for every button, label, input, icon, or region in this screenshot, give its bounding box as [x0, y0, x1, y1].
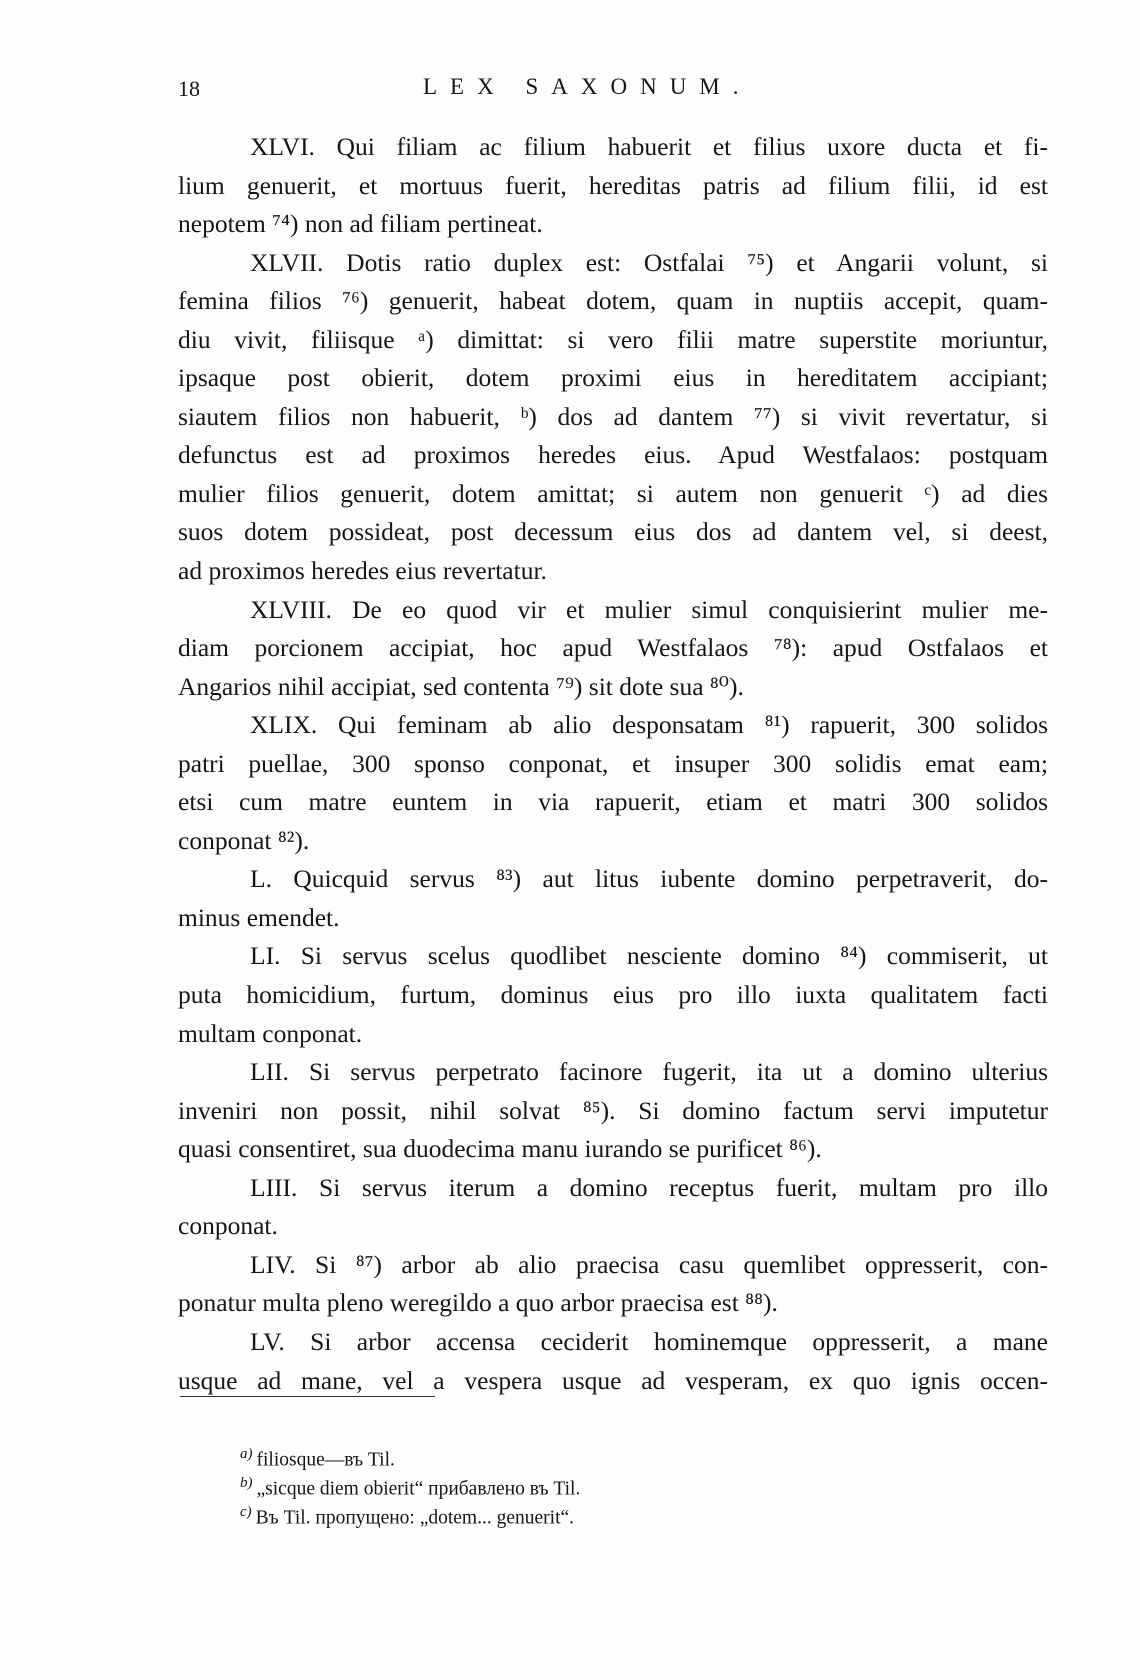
- text-line: XLVIII. De eo quod vir et mulier simul conquisierint mulier me-: [250, 594, 1048, 624]
- running-title: LEX SAXONUM.: [423, 74, 752, 99]
- text-line: quasi consentiret, sua duodecima manu iurando se purificet ⁸⁶).: [178, 1134, 822, 1164]
- text-line: inveniri non possit, nihil solvat ⁸⁵). Si domino factum servi imputetur: [178, 1095, 1048, 1125]
- footnote-mark: b): [240, 1475, 253, 1491]
- text-line: mulier filios genuerit, dotem amittat; si autem non genuerit ᶜ) ad dies: [178, 478, 1048, 508]
- text-line: Angarios nihil accipiat, sed contenta ⁷⁹) sit dote sua ⁸⁰).: [178, 671, 744, 701]
- footnote-divider: [180, 1396, 435, 1397]
- footnote: [240, 1469, 940, 1498]
- text-line: LII. Si servus perpetrato facinore fugerit, ita ut a domino ulterius: [250, 1057, 1048, 1087]
- text-line: minus emendet.: [178, 902, 340, 932]
- text-line: usque ad mane, vel a vespera usque ad vesperam, ex quo ignis occen-: [178, 1365, 1048, 1395]
- page-header: [178, 76, 1048, 116]
- text-line: LV. Si arbor accensa ceciderit hominemque oppresserit, a mane: [250, 1326, 1048, 1356]
- text-line: defunctus est ad proximos heredes eius. Apud Westfalaos: postquam: [178, 440, 1048, 470]
- page-number: 18: [178, 76, 200, 101]
- footnote: [240, 1440, 940, 1469]
- footnote-mark: c): [240, 1504, 252, 1520]
- footnotes: [240, 1440, 940, 1527]
- text-line: ad proximos heredes eius revertatur.: [178, 556, 547, 586]
- text-line: nepotem ⁷⁴) non ad filiam pertineat.: [178, 209, 543, 239]
- text-line: conponat ⁸²).: [178, 825, 310, 855]
- text-line: suos dotem possideat, post decessum eius dos ad dantem vel, si deest,: [178, 517, 1048, 547]
- footnote-text: Въ Til. пропущено: „dotem... genuerit“.: [255, 1507, 575, 1529]
- text-line: puta homicidium, furtum, dominus eius pro illo iuxta qualitatem facti: [178, 980, 1048, 1010]
- main-text: [178, 128, 1048, 1400]
- text-line: conponat.: [178, 1211, 278, 1241]
- text-line: XLVI. Qui filiam ac filium habuerit et filius uxore ducta et fi-: [250, 132, 1048, 161]
- text-line: siautem filios non habuerit, ᵇ) dos ad dantem ⁷⁷) si vivit revertatur, si: [178, 401, 1048, 431]
- footnote: [240, 1498, 940, 1527]
- text-line: diu vivit, filiisque ᵃ) dimittat: si vero filii matre superstite moriuntur,: [178, 324, 1048, 354]
- text-line: femina filios ⁷⁶) genuerit, habeat dotem, quam in nuptiis accepit, quam-: [178, 286, 1048, 316]
- footnote-mark: a): [240, 1446, 253, 1462]
- text-line: diam porcionem accipiat, hoc apud Westfalaos ⁷⁸): apud Ostfalaos et: [178, 633, 1048, 663]
- text-line: LIII. Si servus iterum a domino receptus fuerit, multam pro illo: [250, 1172, 1048, 1202]
- text-line: lium genuerit, et mortuus fuerit, hereditas patris ad filium filii, id est: [178, 170, 1048, 200]
- footnote-text: „sicque diem obierit“ прибавлено въ Til.: [256, 1478, 581, 1500]
- text-line: ponatur multa pleno weregildo a quo arbor praecisa est ⁸⁸).: [178, 1288, 778, 1318]
- text-line: etsi cum matre euntem in via rapuerit, etiam et matri 300 solidos: [178, 787, 1048, 817]
- text-line: LIV. Si ⁸⁷) arbor ab alio praecisa casu quemlibet oppresserit, con-: [250, 1249, 1048, 1279]
- footnote-text: filiosque—въ Til.: [256, 1449, 395, 1471]
- text-line: patri puellae, 300 sponso conponat, et insuper 300 solidis emat eam;: [178, 748, 1048, 778]
- text-line: multam conponat.: [178, 1018, 363, 1048]
- text-line: L. Quicquid servus ⁸³) aut litus iubente domino perpetraverit, do-: [250, 864, 1048, 894]
- text-line: XLIX. Qui feminam ab alio desponsatam ⁸¹) rapuerit, 300 solidos: [250, 710, 1048, 740]
- text-line: ipsaque post obierit, dotem proximi eius in hereditatem accipiant;: [178, 363, 1048, 393]
- text-line: LI. Si servus scelus quodlibet nesciente domino ⁸⁴) commiserit, ut: [250, 941, 1048, 971]
- text-line: XLVII. Dotis ratio duplex est: Ostfalai ⁷⁵) et Angarii volunt, si: [250, 247, 1048, 277]
